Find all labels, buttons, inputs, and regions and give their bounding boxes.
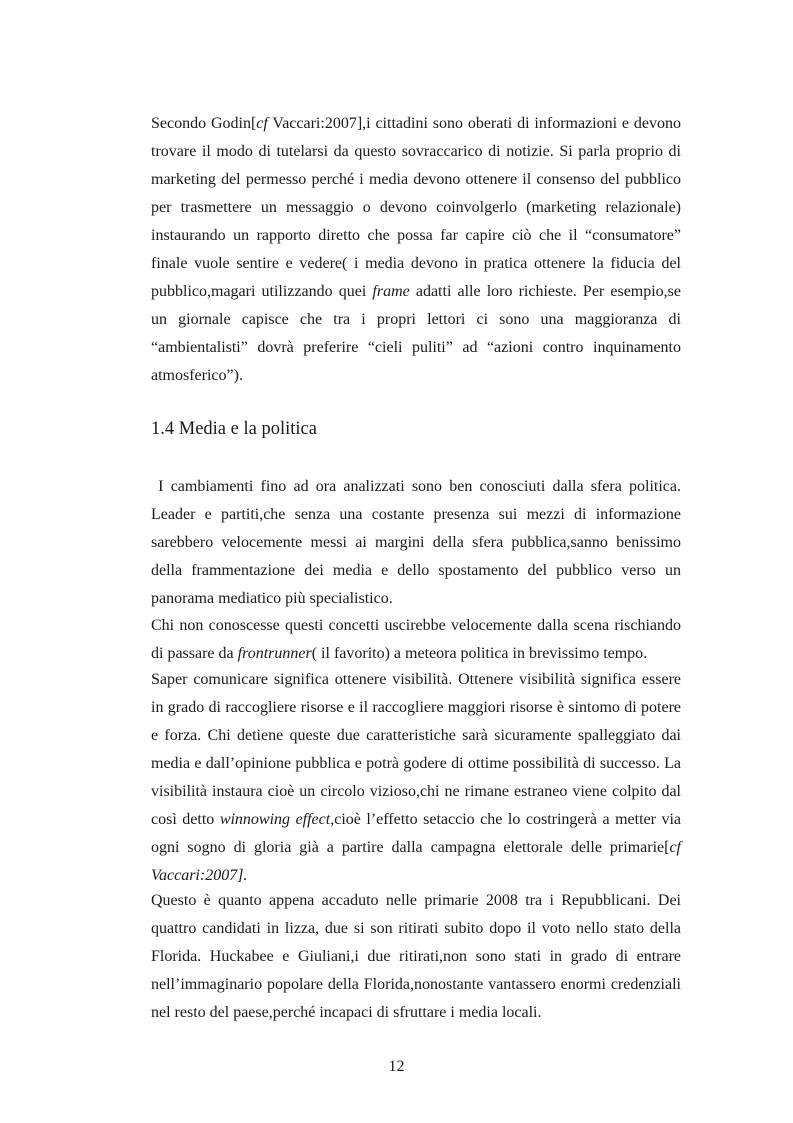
italic-frame: frame <box>372 283 410 300</box>
text-line: ogni sogno di gloria già a partire dalla campagna elettorale delle primarie[cf <box>151 839 681 856</box>
italic-cf: cf <box>256 115 268 132</box>
text-line: atmosferico”). <box>151 367 243 384</box>
text-line: Secondo Godin[cf Vaccari:2007],i cittadini sono oberati di informazioni e devono <box>151 115 681 132</box>
text-line: Chi non conoscesse questi concetti uscirebbe velocemente dalla scena rischiando <box>151 617 681 634</box>
text-line: un giornale capisce che tra i propri lettori ci sono una maggioranza di <box>151 311 681 328</box>
text-line: finale vuole sentire e vedere( i media devono in pratica ottenere la fiducia del <box>151 255 681 272</box>
section-heading: 1.4 Media e la politica <box>151 419 317 439</box>
text-line: sarebbero velocemente messi ai margini della sfera pubblica,sanno benissimo <box>151 534 681 551</box>
text-line: così detto winnowing effect,cioè l’effetto setaccio che lo costringerà a metter via <box>151 811 682 828</box>
italic-frontrunner: frontrunner <box>237 645 312 662</box>
text-line: per trasmettere un messaggio o devono coinvolgerlo (marketing relazionale) <box>151 199 681 216</box>
page-number: 12 <box>388 1058 405 1075</box>
text-line: della frammentazione dei media e dello spostamento del pubblico verso un <box>151 562 681 579</box>
text-line: “ambientalisti” dovrà preferire “cieli puliti” ad “azioni contro inquinamento <box>151 339 681 356</box>
paragraph-visibilita <box>151 666 681 890</box>
paragraph-repubblicani <box>151 887 681 1027</box>
text-line: di passare da frontrunner( il favorito) a meteora politica in brevissimo tempo. <box>151 645 648 662</box>
text-line: panorama mediatico più specialistico. <box>151 590 393 607</box>
text-line: Leader e partiti,che senza una costante presenza sui mezzi di informazione <box>151 506 681 523</box>
text-line: I cambiamenti fino ad ora analizzati sono ben conosciuti dalla sfera politica. <box>151 478 681 495</box>
text-line: quattro candidati in lizza, due si son ritirati subito dopo il voto nello stato della <box>151 920 681 937</box>
text-line: Saper comunicare significa ottenere visibilità. Ottenere visibilità significa essere <box>151 671 681 688</box>
text-line: nell’immaginario popolare della Florida,nonostante vantassero enormi credenziali <box>151 976 681 993</box>
text-line: instaurando un rapporto diretto che possa far capire ciò che il “consumatore” <box>151 227 681 244</box>
italic-citation: Vaccari:2007]. <box>151 867 248 884</box>
text-line: Florida. Huckabee e Giuliani,i due ritirati,non sono stati in grado di entrare <box>151 948 681 965</box>
text-line: trovare il modo di tutelarsi da questo sovraccarico di notizie. Si parla proprio di <box>151 143 681 160</box>
text-line: e forza. Chi detiene queste due caratteristiche sarà sicuramente spalleggiato dai <box>151 727 681 744</box>
text-line: marketing del permesso perché i media devono ottenere il consenso del pubblico <box>151 171 681 188</box>
text-line: Questo è quanto appena accaduto nelle primarie 2008 tra i Repubblicani. Dei <box>151 892 681 909</box>
italic-cf: cf <box>669 839 681 856</box>
paragraph-cambiamenti <box>151 473 681 613</box>
paragraph-concetti <box>151 612 681 668</box>
italic-winnowing-effect: winnowing effect <box>219 811 331 828</box>
text-line: visibilità instaura cioè un circolo vizioso,chi ne rimane estraneo viene colpito dal <box>151 783 681 800</box>
text-line: nel resto del paese,perché incapaci di sfruttare i media locali. <box>151 1004 542 1021</box>
text-line: media e dall’opinione pubblica e potrà godere di ottime possibilità di successo. La <box>151 755 681 772</box>
text-line <box>151 862 681 890</box>
text-line: in grado di raccogliere risorse e il raccogliere maggiori risorse è sintomo di potere <box>151 699 681 716</box>
paragraph-godin <box>151 110 681 390</box>
text-line: pubblico,magari utilizzando quei frame adatti alle loro richieste. Per esempio,se <box>151 283 682 300</box>
